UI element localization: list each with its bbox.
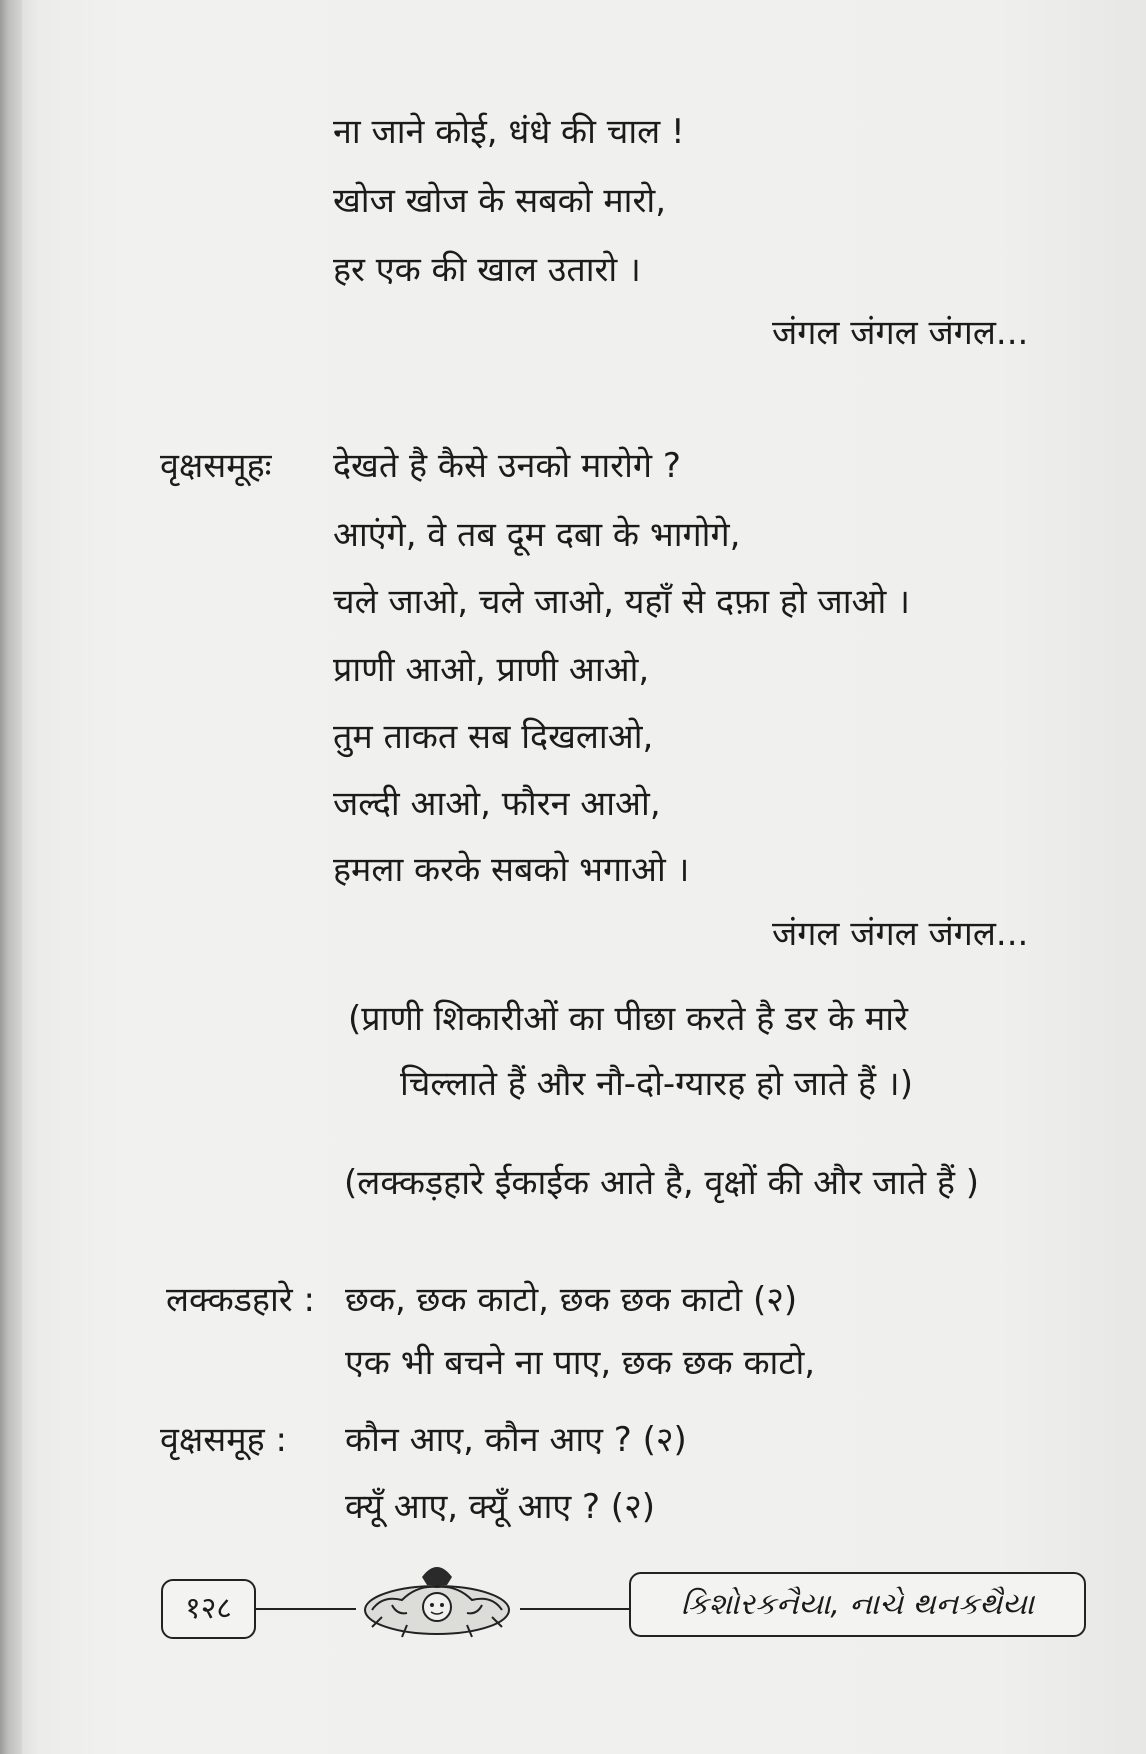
- verse-line: छक, छक काटो, छक छक काटो (२): [345, 1280, 798, 1320]
- stage-direction: (प्राणी शिकारीओं का पीछा करते है डर के मारे: [348, 999, 908, 1039]
- speaker-label: लक्कडहारे :: [166, 1280, 315, 1320]
- footer-rule-left: [256, 1608, 356, 1610]
- refrain-line: जंगल जंगल जंगल...: [772, 914, 1029, 954]
- verse-line: देखते है कैसे उनको मारोगे ?: [333, 446, 681, 486]
- stage-direction: (लक्कड़हारे ईकाईक आते है, वृक्षों की और जाते हैं ): [344, 1163, 980, 1203]
- verse-line: क्यूँ आए, क्यूँ आए ? (२): [345, 1487, 656, 1527]
- stage-direction: चिल्लाते हैं और नौ-दो-ग्यारह हो जाते हैं ।): [400, 1064, 913, 1104]
- verse-line: जल्दी आओ, फौरन आओ,: [333, 784, 661, 824]
- verse-line: ना जाने कोई, धंधे की चाल !: [333, 112, 685, 152]
- page-number: १२८: [161, 1579, 256, 1639]
- speaker-label: वृक्षसमूह :: [160, 1420, 287, 1460]
- refrain-line: जंगल जंगल जंगल...: [772, 313, 1029, 353]
- verse-line: एक भी बचने ना पाए, छक छक काटो,: [345, 1343, 816, 1383]
- verse-line: हमला करके सबको भगाओ ।: [333, 850, 690, 890]
- footer-rule-right: [520, 1608, 630, 1610]
- verse-line: खोज खोज के सबको मारो,: [333, 181, 667, 221]
- book-title: કિશોરકનૈયા, નાચે થનકથૈયા: [629, 1572, 1086, 1637]
- decorative-emblem-icon: [352, 1555, 522, 1645]
- book-spine-shadow: [0, 0, 22, 1754]
- verse-line: चले जाओ, चले जाओ, यहाँ से दफ़ा हो जाओ ।: [333, 582, 910, 622]
- verse-line: आएंगे, वे तब दूम दबा के भागोगे,: [333, 515, 741, 555]
- verse-line: प्राणी आओ, प्राणी आओ,: [333, 650, 650, 690]
- verse-line: तुम ताकत सब दिखलाओ,: [333, 717, 654, 757]
- verse-line: हर एक की खाल उतारो ।: [333, 250, 641, 290]
- verse-line: कौन आए, कौन आए ? (२): [345, 1420, 687, 1460]
- speaker-label: वृक्षसमूहः: [160, 446, 272, 486]
